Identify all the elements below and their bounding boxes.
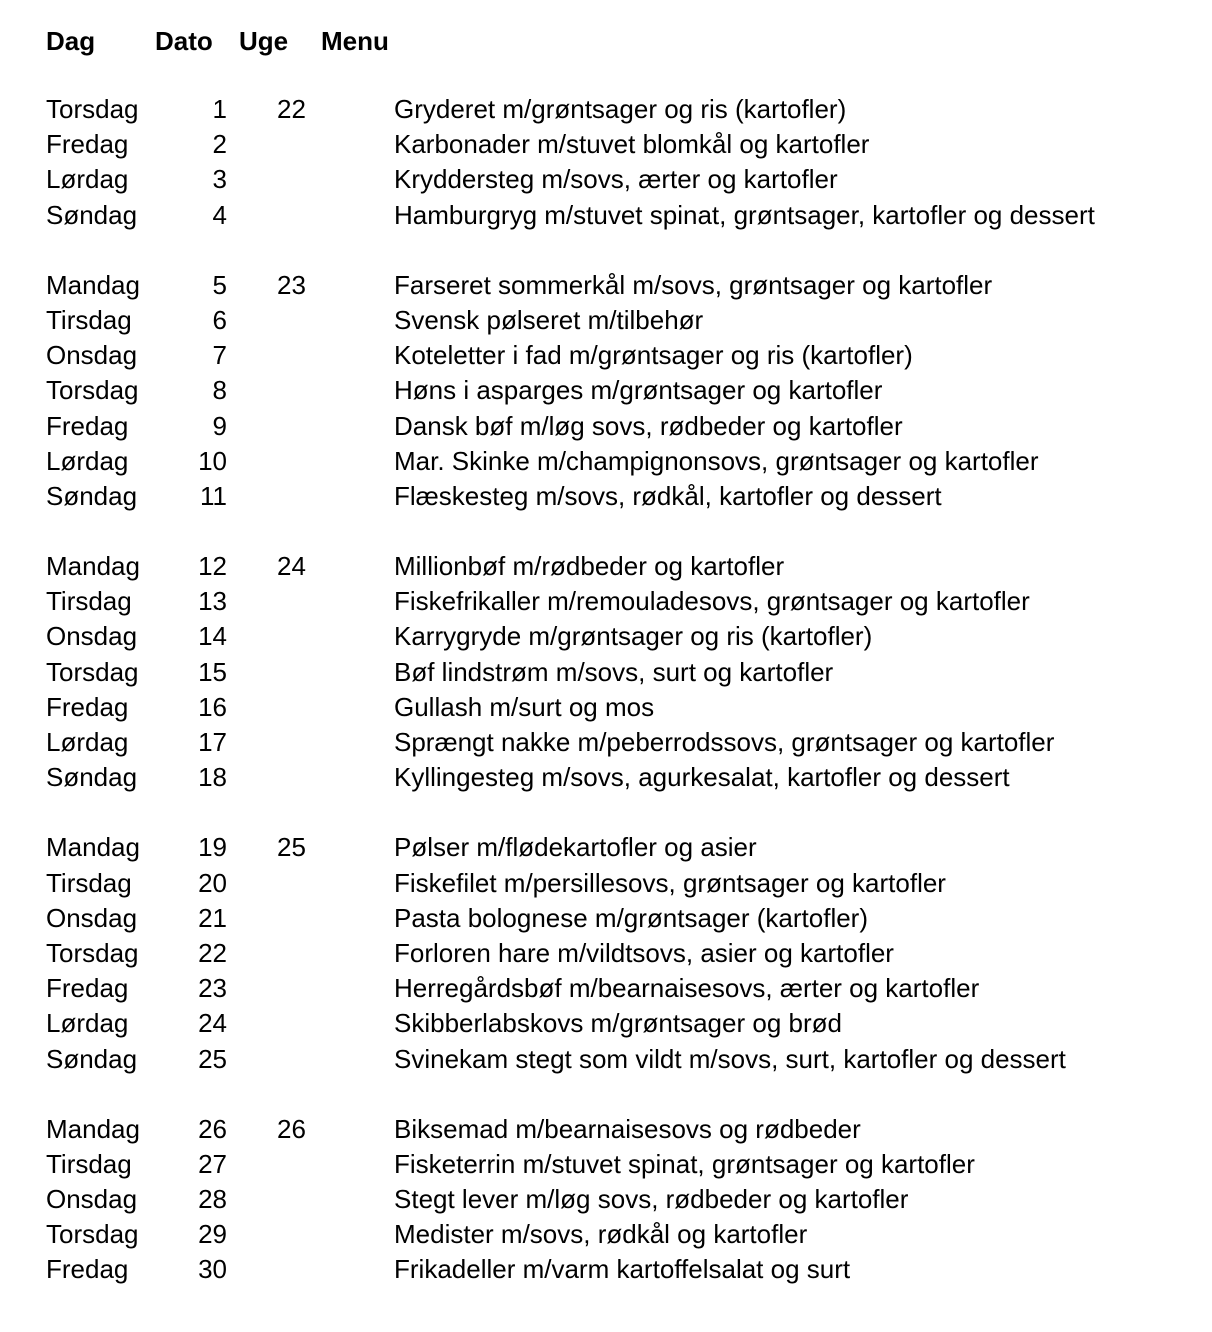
week-cell: 24	[277, 551, 306, 582]
day-cell: Onsdag	[46, 621, 138, 652]
menu-cell: Farseret sommerkål m/sovs, grøntsager og kartofler	[394, 269, 993, 300]
table-row	[0, 901, 1212, 936]
date-cell: 29	[198, 1219, 227, 1250]
table-row	[0, 1006, 1212, 1041]
date-cell: 12	[198, 551, 227, 582]
day-cell: Tirsdag	[46, 1148, 132, 1179]
menu-cell: Frikadeller m/varm kartoffelsalat og surt	[394, 1254, 851, 1285]
day-cell: Torsdag	[46, 937, 139, 968]
header-date: Dato	[155, 26, 213, 56]
table-row	[0, 92, 1212, 127]
table-row	[0, 303, 1212, 338]
date-cell: 24	[198, 1008, 227, 1039]
table-row	[0, 655, 1212, 690]
table-row	[0, 1042, 1212, 1077]
table-row	[0, 971, 1212, 1006]
date-cell: 6	[212, 304, 227, 335]
day-cell: Onsdag	[46, 902, 138, 933]
date-cell: 20	[198, 867, 227, 898]
menu-cell: Karbonader m/stuvet blomkål og kartofler	[394, 129, 870, 160]
day-cell: Lørdag	[46, 164, 129, 195]
table-row	[0, 760, 1212, 795]
date-cell: 5	[212, 269, 227, 300]
table-row	[0, 1182, 1212, 1217]
table-row	[0, 127, 1212, 162]
date-cell: 22	[198, 937, 227, 968]
table-row	[0, 549, 1212, 584]
week-cell: 26	[277, 1113, 306, 1144]
day-cell: Søndag	[46, 762, 138, 793]
table-row	[0, 584, 1212, 619]
day-cell: Torsdag	[46, 94, 139, 124]
menu-cell: Kyllingesteg m/sovs, agurkesalat, kartofler og dessert	[394, 762, 1010, 793]
menu-table	[0, 92, 1212, 1288]
menu-cell: Svensk pølseret m/tilbehør	[394, 304, 704, 335]
menu-cell: Biksemad m/bearnaisesovs og rødbeder	[394, 1113, 861, 1144]
day-cell: Torsdag	[46, 1219, 139, 1250]
date-cell: 2	[212, 129, 227, 160]
table-row	[0, 198, 1212, 233]
table-row	[0, 1252, 1212, 1287]
date-cell: 7	[212, 340, 227, 371]
day-cell: Søndag	[46, 199, 138, 230]
table-row	[0, 619, 1212, 654]
day-cell: Søndag	[46, 480, 138, 511]
menu-cell: Høns i asparges m/grøntsager og kartofler	[394, 375, 883, 406]
table-row	[0, 1147, 1212, 1182]
menu-cell: Hamburgryg m/stuvet spinat, grøntsager, kartofler og dessert	[394, 199, 1095, 230]
table-header	[0, 26, 1212, 56]
day-cell: Mandag	[46, 551, 140, 582]
date-cell: 8	[212, 375, 227, 406]
date-cell: 21	[198, 902, 227, 933]
table-row	[0, 444, 1212, 479]
date-cell: 18	[198, 762, 227, 793]
day-cell: Fredag	[46, 973, 129, 1004]
date-cell: 27	[198, 1148, 227, 1179]
table-row	[0, 1112, 1212, 1147]
menu-cell: Herregårdsbøf m/bearnaisesovs, ærter og kartofler	[394, 973, 980, 1004]
day-cell: Fredag	[46, 410, 129, 441]
date-cell: 3	[212, 164, 227, 195]
day-cell: Lørdag	[46, 445, 129, 476]
table-row	[0, 409, 1212, 444]
table-row	[0, 1217, 1212, 1252]
menu-cell: Fiskefilet m/persillesovs, grøntsager og kartofler	[394, 867, 946, 898]
table-row	[0, 866, 1212, 901]
date-cell: 4	[212, 199, 227, 230]
date-cell: 26	[198, 1113, 227, 1144]
day-cell: Søndag	[46, 1043, 138, 1074]
menu-cell: Flæskesteg m/sovs, rødkål, kartofler og dessert	[394, 480, 942, 511]
date-cell: 11	[200, 480, 227, 511]
table-row	[0, 162, 1212, 197]
menu-cell: Fiskefrikaller m/remouladesovs, grøntsager og kartofler	[394, 586, 1030, 617]
menu-cell: Pølser m/flødekartofler og asier	[394, 832, 757, 863]
date-cell: 17	[198, 727, 227, 757]
menu-cell: Skibberlabskovs m/grøntsager og brød	[394, 1008, 842, 1039]
menu-cell: Svinekam stegt som vildt m/sovs, surt, kartofler og dessert	[394, 1043, 1066, 1074]
table-row	[0, 479, 1212, 514]
day-cell: Mandag	[46, 832, 140, 863]
date-cell: 1	[212, 94, 227, 124]
table-row	[0, 690, 1212, 725]
week-cell: 25	[277, 832, 306, 863]
menu-cell: Kryddersteg m/sovs, ærter og kartofler	[394, 164, 838, 195]
menu-cell: Gullash m/surt og mos	[394, 691, 655, 722]
day-cell: Mandag	[46, 1113, 140, 1144]
date-cell: 25	[198, 1043, 227, 1074]
menu-cell: Dansk bøf m/løg sovs, rødbeder og kartofler	[394, 410, 903, 441]
day-cell: Torsdag	[46, 375, 139, 406]
week-cell: 23	[277, 269, 306, 300]
date-cell: 10	[198, 445, 227, 476]
day-cell: Onsdag	[46, 1184, 138, 1215]
menu-cell: Sprængt nakke m/peberrodssovs, grøntsager og kartofler	[394, 727, 1055, 757]
date-cell: 13	[198, 586, 227, 617]
menu-cell: Bøf lindstrøm m/sovs, surt og kartofler	[394, 656, 834, 687]
day-cell: Onsdag	[46, 340, 138, 371]
day-cell: Tirsdag	[46, 586, 132, 617]
date-cell: 19	[198, 832, 227, 863]
date-cell: 15	[198, 656, 227, 687]
day-cell: Fredag	[46, 691, 129, 722]
menu-cell: Koteletter i fad m/grøntsager og ris (kartofler)	[394, 340, 913, 371]
day-cell: Mandag	[46, 269, 140, 300]
day-cell: Fredag	[46, 1254, 129, 1285]
header-menu: Menu	[321, 26, 389, 56]
menu-cell: Gryderet m/grøntsager og ris (kartofler)	[394, 94, 847, 124]
day-cell: Tirsdag	[46, 867, 132, 898]
menu-cell: Forloren hare m/vildtsovs, asier og kartofler	[394, 937, 894, 968]
menu-cell: Stegt lever m/løg sovs, rødbeder og kartofler	[394, 1184, 909, 1215]
menu-cell: Karrygryde m/grøntsager og ris (kartofler)	[394, 621, 873, 652]
day-cell: Lørdag	[46, 1008, 129, 1039]
day-cell: Tirsdag	[46, 304, 132, 335]
date-cell: 14	[198, 621, 227, 652]
table-row	[0, 830, 1212, 865]
menu-cell: Fisketerrin m/stuvet spinat, grøntsager og kartofler	[394, 1148, 975, 1179]
day-cell: Fredag	[46, 129, 129, 160]
date-cell: 23	[198, 973, 227, 1004]
table-row	[0, 268, 1212, 303]
date-cell: 28	[198, 1184, 227, 1215]
menu-cell: Pasta bolognese m/grøntsager (kartofler)	[394, 902, 868, 933]
menu-cell: Mar. Skinke m/champignonsovs, grøntsager og kartofler	[394, 445, 1039, 476]
header-day: Dag	[46, 26, 96, 56]
header-week: Uge	[239, 26, 289, 56]
table-row	[0, 373, 1212, 408]
table-row	[0, 338, 1212, 373]
menu-cell: Medister m/sovs, rødkål og kartofler	[394, 1219, 808, 1250]
day-cell: Lørdag	[46, 727, 129, 757]
table-row	[0, 725, 1212, 760]
menu-cell: Millionbøf m/rødbeder og kartofler	[394, 551, 785, 582]
date-cell: 9	[212, 410, 227, 441]
week-cell: 22	[277, 94, 306, 124]
date-cell: 16	[198, 691, 227, 722]
table-row	[0, 936, 1212, 971]
day-cell: Torsdag	[46, 656, 139, 687]
date-cell: 30	[198, 1254, 227, 1285]
